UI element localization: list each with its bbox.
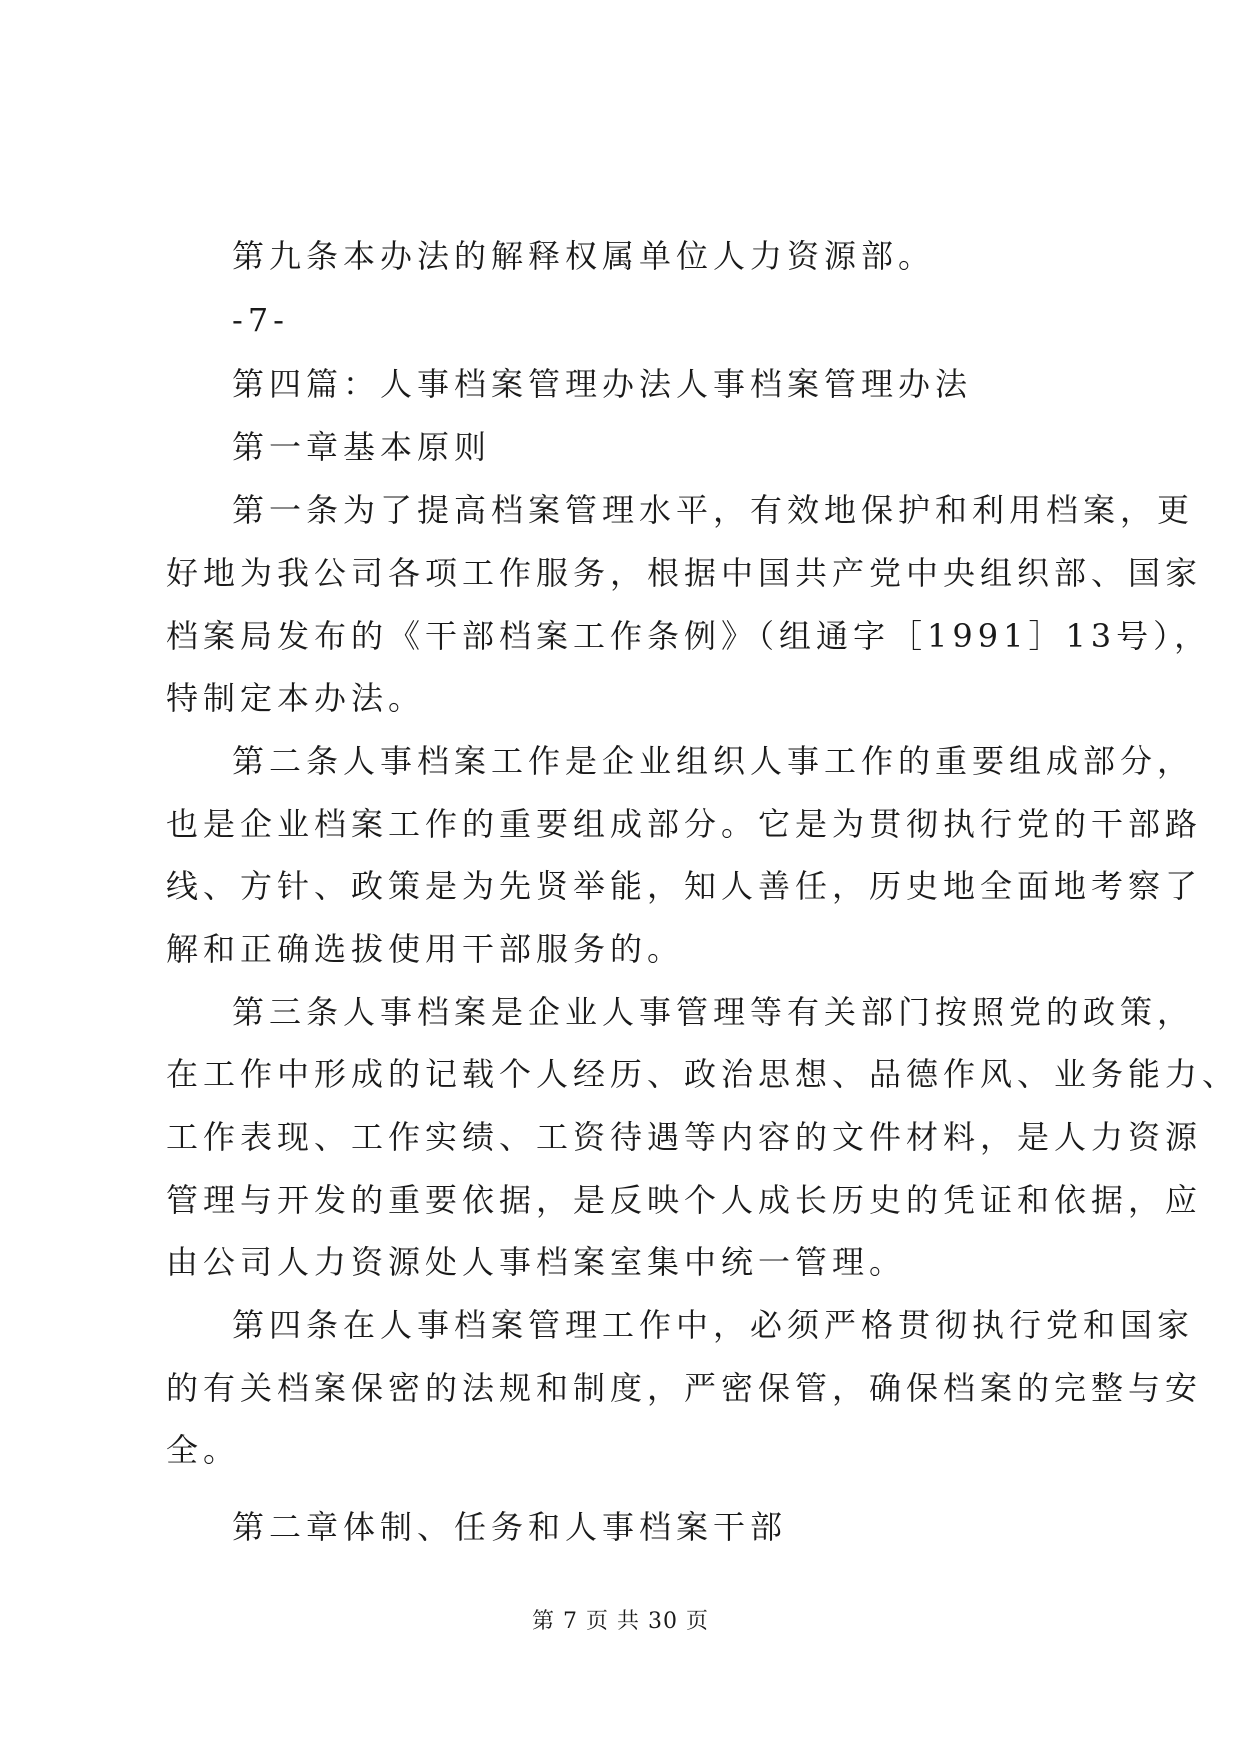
- paragraph-article-4-line-2: 的有关档案保密的法规和制度，严密保管，确保档案的完整与安: [166, 1369, 1203, 1407]
- paragraph-article-3-line-5: 由公司人力资源处人事档案室集中统一管理。: [166, 1243, 907, 1281]
- part-heading: 第四篇：人事档案管理办法人事档案管理办法: [232, 365, 973, 403]
- paragraph-article-4-line-1: 第四条在人事档案管理工作中，必须严格贯彻执行党和国家: [232, 1306, 1195, 1344]
- paragraph-article-2-line-3: 线、方针、政策是为先贤举能，知人善任，历史地全面地考察了: [166, 867, 1203, 905]
- paragraph-article-1-line-2: 好地为我公司各项工作服务，根据中国共产党中央组织部、国家: [166, 554, 1203, 592]
- paragraph-article-3-line-1: 第三条人事档案是企业人事管理等有关部门按照党的政策，: [232, 993, 1195, 1031]
- paragraph-article-1-line-4: 特制定本办法。: [166, 679, 426, 717]
- paragraph-article-3-line-3: 工作表现、工作实绩、工资待遇等内容的文件材料，是人力资源: [166, 1118, 1203, 1156]
- paragraph-article-3-line-4: 管理与开发的重要依据，是反映个人成长历史的凭证和依据，应: [166, 1181, 1203, 1219]
- paragraph-article-4-line-3: 全。: [166, 1431, 241, 1469]
- page-footer: 第 7 页 共 30 页: [532, 1609, 709, 1634]
- chapter-heading-1: 第一章基本原则: [232, 428, 492, 466]
- paragraph-article-3-line-2: 在工作中形成的记载个人经历、政治思想、品德作风、业务能力、: [166, 1055, 1240, 1093]
- paragraph-article-2-line-2: 也是企业档案工作的重要组成部分。它是为贯彻执行党的干部路: [166, 805, 1203, 843]
- paragraph-article-1-line-3: 档案局发布的《干部档案工作条例》（组通字［1991］13号），: [166, 617, 1212, 655]
- paragraph-article-1-line-1: 第一条为了提高档案管理水平，有效地保护和利用档案，更: [232, 491, 1195, 529]
- paragraph-article-9: 第九条本办法的解释权属单位人力资源部。: [232, 237, 936, 275]
- page-marker: -7-: [232, 301, 289, 339]
- chapter-heading-2: 第二章体制、任务和人事档案干部: [232, 1508, 788, 1546]
- paragraph-article-2-line-1: 第二条人事档案工作是企业组织人事工作的重要组成部分，: [232, 742, 1195, 780]
- paragraph-article-2-line-4: 解和正确选拔使用干部服务的。: [166, 930, 685, 968]
